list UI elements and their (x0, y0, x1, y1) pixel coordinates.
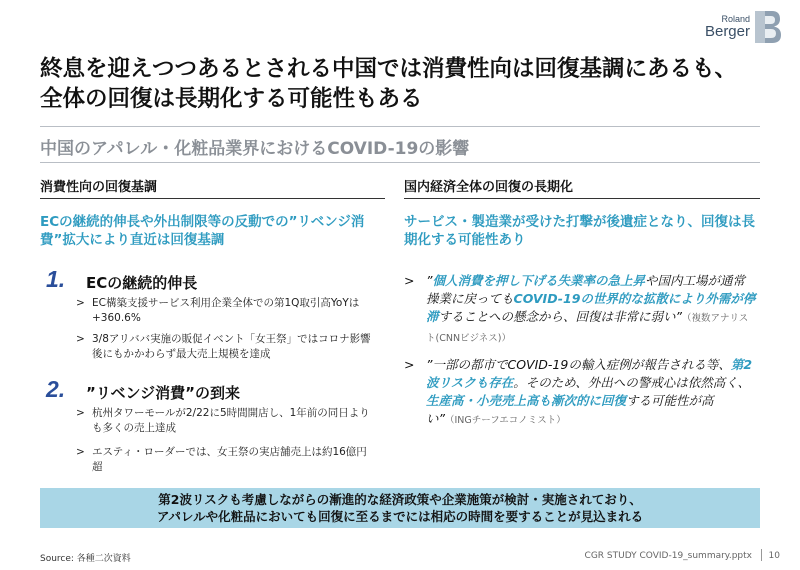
page-title: 終息を迎えつつあるとされる中国では消費性向は回復基調にあるも、全体の回復は長期化する可能性もある (40, 56, 738, 112)
left-column-subheading: ECの継続的伸長や外出制限等の反動での”リベンジ消費”拡大により直近は回復基調 (40, 214, 365, 248)
item-1-bullet-2: > 3/8アリババ実施の販促イベント「女王祭」ではコロナ影響後にもかかわらず最大売上規模を達成 (76, 333, 371, 360)
logo-line-2: Berger (704, 23, 750, 40)
right-column-heading: 国内経済全体の回復の長期化 (404, 180, 574, 195)
quote-1-highlight-2: COVID-19の世界的な拡散により外需が停滞 (426, 291, 756, 324)
bullet-marker: > (76, 407, 85, 419)
quote-2-highlight-1: 第2波リスクも存在 (426, 357, 753, 390)
left-column-heading: 消費性向の回復基調 (40, 180, 158, 195)
right-column-subheading: サービス・製造業が受けた打撃が後遺症となり、回復は長期化する可能性あり (404, 214, 755, 248)
left-column-rule (40, 198, 385, 199)
subtitle-divider (40, 162, 760, 163)
footer-source: Source: 各種二次資料 (40, 554, 131, 564)
banner-line-2: アパレルや化粧品においても回復に至るまでには相応の時間を要することが見込まれる (156, 509, 644, 524)
item-2-number: 2. (46, 376, 66, 402)
right-column-rule (404, 198, 760, 199)
page-subtitle: 中国のアパレル・化粧品業界におけるCOVID-19の影響 (40, 139, 470, 159)
quote-1: > ”個人消費を押し下げる失業率の急上昇や国内工場が通常操業に戻ってもCOVID-19の世界的な拡散により外需が停滞することへの懸念から、回復は非常に弱い”（複数アナリスト(CNNビジネス)） (404, 273, 756, 344)
page-number: 10 (768, 551, 780, 561)
conclusion-banner (40, 488, 760, 528)
bullet-marker: > (404, 273, 415, 288)
item-1-number: 1. (46, 266, 66, 292)
item-1-bullet-1: > EC構築支援サービス利用企業全体での第1Q取引高YoYは+360.6% (76, 297, 360, 324)
quote-2-source: （INGチーフエコノミスト） (444, 415, 566, 426)
item-2-title: ”リベンジ消費”の到来 (86, 384, 241, 402)
logo-line-1: Roland (721, 14, 750, 24)
banner-line-1: 第2波リスクも考慮しながらの漸進的な経済政策や企業施策が検討・実施されており、 (158, 492, 642, 507)
roland-berger-logo (705, 10, 782, 44)
bullet-marker: > (76, 333, 85, 345)
title-divider (40, 126, 760, 127)
bullet-marker: > (404, 357, 415, 372)
quote-2-highlight-2: 生産高・小売売上高も漸次的に回復 (426, 393, 627, 408)
quote-2: > ”一部の都市でCOVID-19の輸入症例が報告される等、第2波リスクも存在。そのため、外出への警戒心は依然高く、生産高・小売売上高も漸次的に回復する可能性が高い”（INGチーフエコノミスト） (404, 357, 753, 426)
footer-filename: CGR STUDY COVID-19_summary.pptx (584, 551, 752, 561)
logo-b-icon (754, 10, 782, 44)
bullet-marker: > (76, 297, 85, 309)
quote-1-source: （複数アナリスト(CNNビジネス)） (426, 313, 749, 344)
bullet-marker: > (76, 446, 85, 458)
item-1-title: ECの継続的伸長 (86, 274, 198, 292)
item-2-bullet-2: > エスティ・ローダーでは、女王祭の実店舗売上は約16億円超 (76, 446, 367, 473)
footer-separator (761, 549, 762, 561)
item-2-bullet-1: > 杭州タワーモールが2/22に5時間開店し、1年前の同日よりも多くの売上達成 (76, 407, 370, 434)
quote-1-highlight-1: 個人消費を押し下げる失業率の急上昇 (432, 273, 645, 288)
